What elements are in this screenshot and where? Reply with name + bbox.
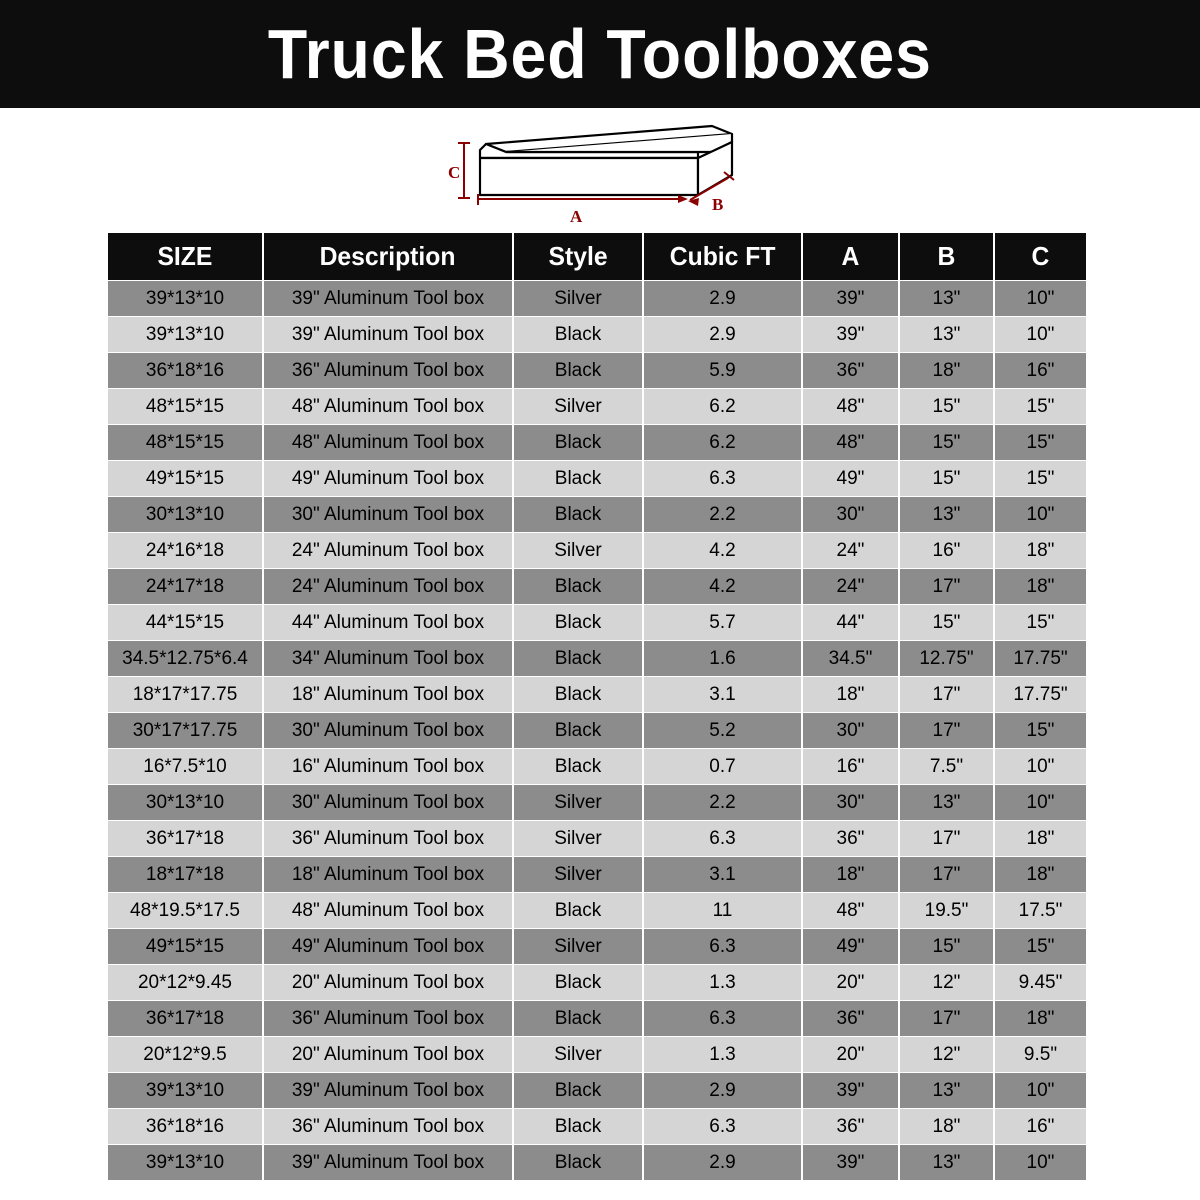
cell-size: 18*17*17.75 bbox=[108, 677, 262, 712]
cell-a: 39" bbox=[803, 1073, 898, 1108]
cell-style: Black bbox=[514, 677, 642, 712]
table-row bbox=[108, 821, 1086, 856]
cell-cubic-ft: 6.2 bbox=[644, 389, 801, 424]
cell-style: Black bbox=[514, 1109, 642, 1144]
cell-description: 48" Aluminum Tool box bbox=[264, 893, 512, 928]
cell-size: 18*17*18 bbox=[108, 857, 262, 892]
cell-b: 13" bbox=[900, 1145, 993, 1180]
cell-a: 34.5" bbox=[803, 641, 898, 676]
cell-description: 30" Aluminum Tool box bbox=[264, 785, 512, 820]
cell-b: 17" bbox=[900, 821, 993, 856]
cell-b: 13" bbox=[900, 317, 993, 352]
cell-description: 39" Aluminum Tool box bbox=[264, 1145, 512, 1180]
cell-description: 24" Aluminum Tool box bbox=[264, 533, 512, 568]
cell-b: 17" bbox=[900, 713, 993, 748]
cell-cubic-ft: 2.9 bbox=[644, 1073, 801, 1108]
cell-style: Black bbox=[514, 461, 642, 496]
cell-style: Black bbox=[514, 605, 642, 640]
cell-c: 17.75" bbox=[995, 641, 1086, 676]
cell-b: 16" bbox=[900, 533, 993, 568]
cell-a: 36" bbox=[803, 821, 898, 856]
cell-description: 16" Aluminum Tool box bbox=[264, 749, 512, 784]
cell-a: 30" bbox=[803, 785, 898, 820]
cell-description: 24" Aluminum Tool box bbox=[264, 569, 512, 604]
table-row bbox=[108, 533, 1086, 568]
cell-style: Black bbox=[514, 1073, 642, 1108]
cell-c: 15" bbox=[995, 461, 1086, 496]
cell-size: 24*16*18 bbox=[108, 533, 262, 568]
cell-size: 44*15*15 bbox=[108, 605, 262, 640]
cell-style: Black bbox=[514, 965, 642, 1000]
cell-c: 10" bbox=[995, 497, 1086, 532]
cell-style: Black bbox=[514, 749, 642, 784]
cell-size: 30*13*10 bbox=[108, 497, 262, 532]
cell-cubic-ft: 4.2 bbox=[644, 569, 801, 604]
cell-b: 12" bbox=[900, 1037, 993, 1072]
cell-description: 39" Aluminum Tool box bbox=[264, 1073, 512, 1108]
cell-a: 18" bbox=[803, 857, 898, 892]
cell-cubic-ft: 2.9 bbox=[644, 1145, 801, 1180]
cell-size: 48*15*15 bbox=[108, 425, 262, 460]
table-row bbox=[108, 1037, 1086, 1072]
cell-a: 30" bbox=[803, 713, 898, 748]
cell-size: 36*18*16 bbox=[108, 353, 262, 388]
cell-c: 18" bbox=[995, 1001, 1086, 1036]
cell-a: 48" bbox=[803, 893, 898, 928]
column-header-size: SIZE bbox=[108, 233, 262, 280]
cell-b: 17" bbox=[900, 1001, 993, 1036]
title-banner bbox=[0, 0, 1200, 108]
cell-c: 10" bbox=[995, 317, 1086, 352]
toolbox-spec-table bbox=[106, 232, 1088, 1181]
cell-b: 7.5" bbox=[900, 749, 993, 784]
cell-description: 39" Aluminum Tool box bbox=[264, 281, 512, 316]
cell-cubic-ft: 3.1 bbox=[644, 677, 801, 712]
cell-c: 15" bbox=[995, 389, 1086, 424]
cell-c: 17.75" bbox=[995, 677, 1086, 712]
table-row bbox=[108, 1109, 1086, 1144]
toolbox-illustration-icon bbox=[480, 126, 732, 195]
cell-c: 16" bbox=[995, 1109, 1086, 1144]
table-header bbox=[108, 233, 1086, 280]
cell-style: Silver bbox=[514, 1037, 642, 1072]
table-row bbox=[108, 425, 1086, 460]
cell-b: 15" bbox=[900, 929, 993, 964]
cell-b: 17" bbox=[900, 677, 993, 712]
cell-c: 9.5" bbox=[995, 1037, 1086, 1072]
cell-style: Black bbox=[514, 317, 642, 352]
cell-b: 13" bbox=[900, 281, 993, 316]
cell-a: 24" bbox=[803, 533, 898, 568]
cell-size: 16*7.5*10 bbox=[108, 749, 262, 784]
cell-b: 18" bbox=[900, 1109, 993, 1144]
cell-cubic-ft: 1.3 bbox=[644, 1037, 801, 1072]
cell-size: 49*15*15 bbox=[108, 929, 262, 964]
cell-description: 48" Aluminum Tool box bbox=[264, 425, 512, 460]
cell-a: 36" bbox=[803, 1001, 898, 1036]
cell-style: Silver bbox=[514, 929, 642, 964]
cell-c: 18" bbox=[995, 569, 1086, 604]
cell-style: Black bbox=[514, 713, 642, 748]
table-row bbox=[108, 317, 1086, 352]
cell-size: 39*13*10 bbox=[108, 1073, 262, 1108]
cell-cubic-ft: 6.2 bbox=[644, 425, 801, 460]
cell-cubic-ft: 5.7 bbox=[644, 605, 801, 640]
cell-b: 15" bbox=[900, 461, 993, 496]
cell-size: 48*19.5*17.5 bbox=[108, 893, 262, 928]
cell-description: 30" Aluminum Tool box bbox=[264, 497, 512, 532]
cell-c: 10" bbox=[995, 749, 1086, 784]
cell-description: 48" Aluminum Tool box bbox=[264, 389, 512, 424]
cell-b: 12" bbox=[900, 965, 993, 1000]
cell-style: Silver bbox=[514, 785, 642, 820]
cell-b: 19.5" bbox=[900, 893, 993, 928]
table-row bbox=[108, 605, 1086, 640]
cell-a: 30" bbox=[803, 497, 898, 532]
cell-a: 39" bbox=[803, 281, 898, 316]
cell-a: 36" bbox=[803, 1109, 898, 1144]
column-header-a: A bbox=[803, 233, 898, 280]
cell-cubic-ft: 6.3 bbox=[644, 929, 801, 964]
cell-cubic-ft: 2.2 bbox=[644, 785, 801, 820]
cell-b: 15" bbox=[900, 389, 993, 424]
cell-size: 39*13*10 bbox=[108, 1145, 262, 1180]
column-header-c: C bbox=[995, 233, 1086, 280]
dimension-c-label: C bbox=[448, 163, 461, 182]
cell-description: 18" Aluminum Tool box bbox=[264, 857, 512, 892]
table-row bbox=[108, 713, 1086, 748]
cell-b: 15" bbox=[900, 605, 993, 640]
cell-description: 36" Aluminum Tool box bbox=[264, 353, 512, 388]
cell-style: Black bbox=[514, 353, 642, 388]
table-row bbox=[108, 281, 1086, 316]
cell-c: 15" bbox=[995, 713, 1086, 748]
cell-size: 20*12*9.5 bbox=[108, 1037, 262, 1072]
table-row bbox=[108, 965, 1086, 1000]
table-body bbox=[108, 281, 1086, 1180]
cell-description: 20" Aluminum Tool box bbox=[264, 965, 512, 1000]
cell-description: 30" Aluminum Tool box bbox=[264, 713, 512, 748]
cell-style: Black bbox=[514, 497, 642, 532]
cell-b: 18" bbox=[900, 353, 993, 388]
cell-style: Silver bbox=[514, 533, 642, 568]
cell-cubic-ft: 2.9 bbox=[644, 281, 801, 316]
cell-b: 13" bbox=[900, 497, 993, 532]
column-header-style: Style bbox=[514, 233, 642, 280]
cell-cubic-ft: 6.3 bbox=[644, 1001, 801, 1036]
table-row bbox=[108, 677, 1086, 712]
table-row bbox=[108, 785, 1086, 820]
cell-b: 15" bbox=[900, 425, 993, 460]
cell-description: 18" Aluminum Tool box bbox=[264, 677, 512, 712]
table-row bbox=[108, 497, 1086, 532]
cell-c: 10" bbox=[995, 1145, 1086, 1180]
cell-cubic-ft: 11 bbox=[644, 893, 801, 928]
cell-size: 30*17*17.75 bbox=[108, 713, 262, 748]
cell-style: Silver bbox=[514, 857, 642, 892]
cell-size: 20*12*9.45 bbox=[108, 965, 262, 1000]
cell-cubic-ft: 5.9 bbox=[644, 353, 801, 388]
cell-cubic-ft: 6.3 bbox=[644, 821, 801, 856]
cell-a: 16" bbox=[803, 749, 898, 784]
cell-cubic-ft: 2.2 bbox=[644, 497, 801, 532]
cell-size: 39*13*10 bbox=[108, 281, 262, 316]
cell-a: 49" bbox=[803, 929, 898, 964]
cell-b: 13" bbox=[900, 1073, 993, 1108]
cell-cubic-ft: 1.6 bbox=[644, 641, 801, 676]
cell-a: 20" bbox=[803, 965, 898, 1000]
cell-size: 24*17*18 bbox=[108, 569, 262, 604]
cell-c: 18" bbox=[995, 533, 1086, 568]
cell-c: 15" bbox=[995, 425, 1086, 460]
table-row bbox=[108, 749, 1086, 784]
cell-c: 16" bbox=[995, 353, 1086, 388]
cell-c: 10" bbox=[995, 281, 1086, 316]
toolbox-dimension-diagram bbox=[440, 110, 760, 230]
cell-cubic-ft: 0.7 bbox=[644, 749, 801, 784]
cell-cubic-ft: 3.1 bbox=[644, 857, 801, 892]
table-row bbox=[108, 1073, 1086, 1108]
table-row bbox=[108, 569, 1086, 604]
page-title: Truck Bed Toolboxes bbox=[267, 15, 932, 93]
cell-b: 12.75" bbox=[900, 641, 993, 676]
cell-a: 39" bbox=[803, 1145, 898, 1180]
cell-b: 13" bbox=[900, 785, 993, 820]
table-row bbox=[108, 1145, 1086, 1180]
cell-cubic-ft: 5.2 bbox=[644, 713, 801, 748]
cell-size: 39*13*10 bbox=[108, 317, 262, 352]
column-header-b: B bbox=[900, 233, 993, 280]
cell-style: Silver bbox=[514, 821, 642, 856]
cell-description: 36" Aluminum Tool box bbox=[264, 821, 512, 856]
cell-cubic-ft: 2.9 bbox=[644, 317, 801, 352]
cell-style: Black bbox=[514, 569, 642, 604]
cell-size: 30*13*10 bbox=[108, 785, 262, 820]
table-header-row bbox=[108, 233, 1086, 280]
table-row bbox=[108, 461, 1086, 496]
column-header-description: Description bbox=[264, 233, 512, 280]
cell-a: 18" bbox=[803, 677, 898, 712]
cell-style: Black bbox=[514, 425, 642, 460]
cell-cubic-ft: 1.3 bbox=[644, 965, 801, 1000]
cell-style: Silver bbox=[514, 389, 642, 424]
cell-c: 18" bbox=[995, 857, 1086, 892]
cell-a: 48" bbox=[803, 425, 898, 460]
cell-cubic-ft: 6.3 bbox=[644, 461, 801, 496]
cell-a: 39" bbox=[803, 317, 898, 352]
table-row bbox=[108, 389, 1086, 424]
cell-style: Black bbox=[514, 641, 642, 676]
cell-size: 36*17*18 bbox=[108, 821, 262, 856]
table-row bbox=[108, 857, 1086, 892]
cell-a: 24" bbox=[803, 569, 898, 604]
table-row bbox=[108, 893, 1086, 928]
cell-a: 36" bbox=[803, 353, 898, 388]
cell-cubic-ft: 6.3 bbox=[644, 1109, 801, 1144]
cell-a: 44" bbox=[803, 605, 898, 640]
cell-c: 15" bbox=[995, 605, 1086, 640]
table-row bbox=[108, 353, 1086, 388]
cell-c: 18" bbox=[995, 821, 1086, 856]
cell-b: 17" bbox=[900, 857, 993, 892]
cell-description: 36" Aluminum Tool box bbox=[264, 1001, 512, 1036]
cell-c: 10" bbox=[995, 785, 1086, 820]
table-row bbox=[108, 1001, 1086, 1036]
cell-style: Black bbox=[514, 893, 642, 928]
cell-cubic-ft: 4.2 bbox=[644, 533, 801, 568]
cell-style: Black bbox=[514, 1001, 642, 1036]
cell-c: 10" bbox=[995, 1073, 1086, 1108]
cell-style: Black bbox=[514, 1145, 642, 1180]
cell-size: 36*17*18 bbox=[108, 1001, 262, 1036]
cell-size: 49*15*15 bbox=[108, 461, 262, 496]
cell-description: 49" Aluminum Tool box bbox=[264, 929, 512, 964]
column-header-cubic-ft: Cubic FT bbox=[644, 233, 801, 280]
cell-c: 17.5" bbox=[995, 893, 1086, 928]
cell-size: 36*18*16 bbox=[108, 1109, 262, 1144]
cell-b: 17" bbox=[900, 569, 993, 604]
cell-a: 49" bbox=[803, 461, 898, 496]
dimension-a-label: A bbox=[570, 207, 583, 226]
cell-description: 49" Aluminum Tool box bbox=[264, 461, 512, 496]
cell-style: Silver bbox=[514, 281, 642, 316]
cell-description: 39" Aluminum Tool box bbox=[264, 317, 512, 352]
table-row bbox=[108, 641, 1086, 676]
dimension-b-label: B bbox=[712, 195, 724, 214]
cell-c: 9.45" bbox=[995, 965, 1086, 1000]
cell-description: 34" Aluminum Tool box bbox=[264, 641, 512, 676]
cell-a: 48" bbox=[803, 389, 898, 424]
cell-description: 20" Aluminum Tool box bbox=[264, 1037, 512, 1072]
cell-a: 20" bbox=[803, 1037, 898, 1072]
table-row bbox=[108, 929, 1086, 964]
cell-c: 15" bbox=[995, 929, 1086, 964]
cell-description: 36" Aluminum Tool box bbox=[264, 1109, 512, 1144]
cell-description: 44" Aluminum Tool box bbox=[264, 605, 512, 640]
cell-size: 48*15*15 bbox=[108, 389, 262, 424]
cell-size: 34.5*12.75*6.4 bbox=[108, 641, 262, 676]
